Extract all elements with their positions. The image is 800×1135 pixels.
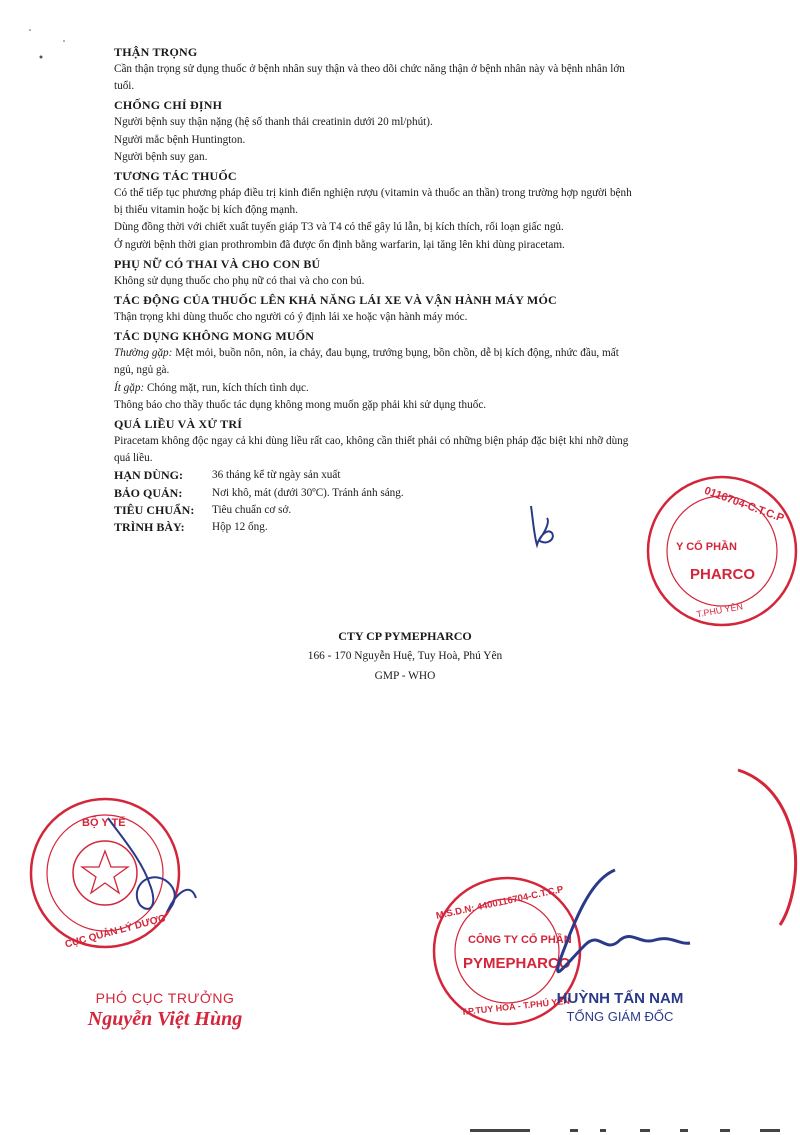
right-signatory-name: HUỲNH TẤN NAM [556, 990, 684, 1007]
stamp-text: CỤC QUẢN LÝ DƯỢC [63, 913, 167, 951]
spec-value: Nơi khô, mát (dưới 30ºC). Tránh ánh sáng. [212, 486, 404, 499]
section-heading-tuong-tac: TƯƠNG TÁC THUỐC [114, 169, 237, 184]
stamp-text: T.P.TUY HÒA - T.PHÚ YÊN [460, 995, 571, 1018]
text-line: Người bệnh suy thận nặng (hệ số thanh thải creatinin dưới 20 ml/phút). [114, 116, 433, 129]
scan-edge-marks [470, 1129, 780, 1132]
text-line: tuổi. [114, 80, 135, 93]
text-line: Piracetam không độc ngay cả khi dùng liều rất cao, không cần thiết phải có những biện pháp đặc biệt khi nhỡ dùng [114, 435, 629, 448]
text-line: bị thiếu vitamin hoặc bị kích động mạnh. [114, 204, 298, 217]
company-stamp-top-right [648, 477, 796, 625]
spec-value: 36 tháng kể từ ngày sản xuất [212, 469, 341, 482]
partial-stamp-edge [738, 770, 796, 925]
section-heading-lai-xe: TÁC ĐỘNG CỦA THUỐC LÊN KHẢ NĂNG LÁI XE VÀ VẬN HÀNH MÁY MÓC [114, 293, 557, 308]
right-signatory [540, 990, 700, 1024]
ministry-stamp [31, 799, 179, 951]
stamp-text: T.PHÚ YÊN [695, 601, 744, 620]
spec-value: Tiêu chuẩn cơ sở. [212, 503, 292, 516]
text-line: Thận trọng khi dùng thuốc cho người có ý định lái xe hoặc vận hành máy móc. [114, 311, 468, 324]
stamp-text: PYMEPHARCO [463, 955, 571, 972]
section-heading-khong-mong-muon: TÁC DỤNG KHÔNG MONG MUỐN [114, 329, 315, 344]
section-heading-than-trong: THẬN TRỌNG [114, 45, 198, 59]
text-line: Không sử dụng thuốc cho phụ nữ có thai và cho con bú. [114, 274, 365, 287]
company-standard: GMP - WHO [374, 670, 436, 682]
left-signatory [60, 990, 270, 1031]
left-signature [108, 818, 196, 910]
right-signatory-role: TỔNG GIÁM ĐỐC [566, 1009, 674, 1024]
stamp-text: BỘ Y TẾ [82, 817, 126, 829]
common-text: Mệt mỏi, buồn nôn, nôn, ỉa chảy, đau bụng, trướng bụng, bồn chồn, dễ bị kích động, nhức đầu, mất [172, 347, 619, 360]
section-heading-phu-nu: PHỤ NỮ CÓ THAI VÀ CHO CON BÚ [114, 256, 321, 271]
text-line: Dùng đồng thời với chiết xuất tuyến giáp T3 và T4 có thể gây lú lẫn, bị kích thích, rối loạn giấc ngủ. [114, 221, 564, 234]
stamp-text: M.S.D.N: 4400116704-C.T.C.P [435, 884, 565, 922]
spec-value: Hộp 12 ống. [212, 521, 268, 534]
stamp-text: Y CỔ PHẦN [676, 541, 737, 553]
text-line: Người mắc bệnh Huntington. [114, 133, 246, 146]
text-line: quá liều. [114, 452, 153, 465]
spec-label: BẢO QUẢN: [114, 485, 183, 500]
spec-label: TRÌNH BÀY: [114, 520, 185, 535]
section-heading-qua-lieu: QUÁ LIỀU VÀ XỬ TRÍ [114, 417, 243, 432]
text-line: Cần thận trọng sử dụng thuốc ở bệnh nhân suy thận và theo dõi chức năng thận ở bệnh nhân này và bệnh nhân lớn [114, 63, 625, 75]
text-line: Thông báo cho thầy thuốc tác dụng không mong muốn gặp phải khi sử dụng thuốc. [114, 398, 487, 411]
rare-label: Ít gặp: [114, 381, 145, 394]
left-signatory-name: Nguyễn Việt Hùng [87, 1008, 243, 1030]
rare-text: Chóng mặt, run, kích thích tình dục. [144, 381, 309, 394]
left-signatory-role: PHÓ CỤC TRƯỞNG [95, 990, 235, 1006]
common-label: Thường gặp: [114, 347, 173, 360]
spec-label: TIÊU CHUẨN: [114, 502, 195, 517]
stamp-text: 0116704-C.T.C.P [702, 484, 786, 525]
text-line: Có thể tiếp tục phương pháp điều trị kinh điển nghiện rượu (vitamin và thuốc an thần) trong trường hợp người bệnh [114, 187, 632, 200]
text-line: Ở người bệnh thời gian prothrombin đã được ổn định bằng warfarin, lại tăng lên khi dùng piracetam. [114, 238, 565, 251]
section-heading-chong-chi-dinh: CHỐNG CHỈ ĐỊNH [114, 98, 223, 113]
stamp-text: CÔNG TY CỔ PHẦN [468, 934, 572, 946]
text-line: ngủ, ngủ gà. [114, 364, 170, 377]
company-address: 166 - 170 Nguyễn Huệ, Tuy Hoà, Phú Yên [307, 650, 503, 662]
company-name: CTY CP PYMEPHARCO [338, 629, 472, 643]
text-line: Người bệnh suy gan. [114, 150, 208, 163]
stamp-text: PHARCO [690, 566, 756, 583]
scan-marks [29, 29, 65, 58]
initial-signature [531, 506, 553, 545]
right-signature [558, 870, 690, 972]
spec-label: HẠN DÙNG: [114, 468, 183, 483]
